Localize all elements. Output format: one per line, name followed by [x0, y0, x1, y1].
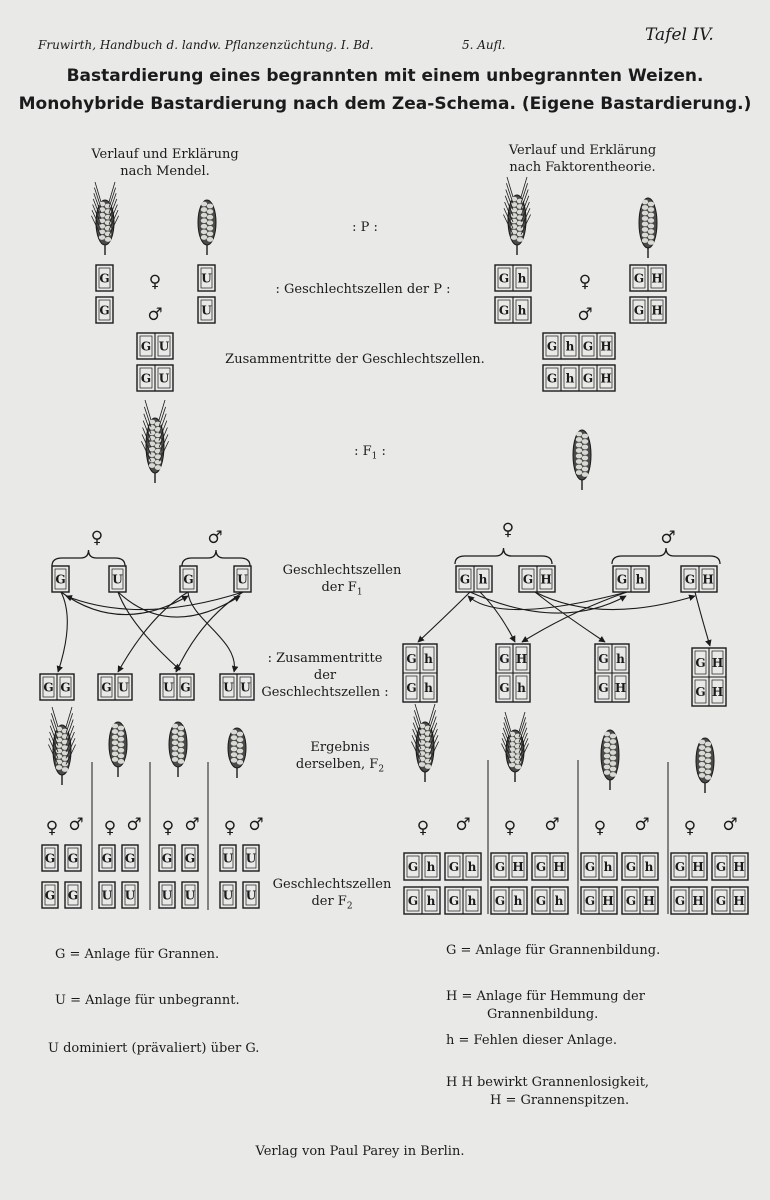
factor-letter: G: [598, 652, 609, 666]
brace-male: [182, 550, 250, 566]
arrow: [695, 592, 710, 646]
factor-letter: G: [406, 652, 417, 666]
factor-letter: G: [715, 860, 727, 874]
female-symbol-icon: ♀: [503, 818, 517, 838]
gamete-f1: [681, 566, 717, 592]
zygote-f2: [98, 674, 132, 700]
factor-letter: G: [180, 680, 191, 695]
factor-letter: G: [161, 851, 173, 866]
gamete-f2: [122, 845, 138, 871]
gamete-f2: [404, 853, 440, 880]
brace-female: [52, 550, 125, 566]
factor-letter: G: [499, 681, 510, 695]
factor-letter: U: [184, 888, 196, 903]
factor-letter: G: [183, 572, 194, 587]
arrow: [118, 592, 180, 670]
arrow: [66, 592, 243, 610]
factor-letter: h: [517, 303, 527, 318]
stage-union-label: Zusammentritte der Geschlechtszellen.: [225, 352, 485, 367]
gamete-f2: [622, 853, 658, 880]
gamete-f2: [99, 845, 115, 871]
zygote-box: [137, 333, 173, 359]
factor-letter: G: [99, 271, 110, 286]
zygote-f2: [160, 674, 194, 700]
gamete-f2: [404, 887, 440, 914]
legend-right-2: H = Anlage für Hemmung der: [446, 989, 645, 1004]
factor-letter: U: [118, 680, 129, 695]
female-symbol-icon: ♀: [45, 818, 59, 838]
stage-result-label: Ergebnis derselben, $F_2$: [295, 740, 385, 775]
male-symbol-icon: ♂: [660, 528, 676, 548]
citation: Fruwirth, Handbuch d. landw. Pflanzenzüchtung. I. Bd.: [38, 38, 374, 52]
legend-left-3: U dominiert (prävaliert) über G.: [48, 1041, 260, 1056]
factor-letter: G: [499, 652, 510, 666]
factor-letter: G: [494, 894, 506, 908]
factor-letter: H: [540, 572, 552, 587]
factor-letter: h: [644, 860, 654, 874]
female-symbol-icon: ♀: [501, 520, 515, 540]
factor-letter: U: [201, 303, 212, 318]
gamete-f2: [159, 882, 175, 908]
gamete-p-female: [198, 265, 215, 291]
arrow: [522, 592, 627, 642]
factor-letter: h: [513, 894, 523, 908]
factor-letter: h: [635, 572, 645, 587]
plate-number: Tafel IV.: [645, 25, 714, 45]
factor-letter: G: [625, 860, 637, 874]
arrow: [176, 592, 243, 672]
factor-letter: G: [407, 894, 419, 908]
wheat-ear-f2-icon: [228, 728, 246, 778]
arrow: [118, 592, 188, 672]
factor-letter: G: [406, 681, 417, 695]
arrow: [118, 592, 240, 617]
factor-letter: G: [684, 572, 696, 587]
zygote-box: [543, 365, 615, 391]
factor-letter: H: [692, 894, 704, 908]
factor-letter: G: [140, 371, 152, 386]
factor-letter: G: [584, 860, 596, 874]
gamete-p-male: [630, 297, 666, 323]
gamete-p-female: [630, 265, 666, 291]
factor-letter: H: [711, 685, 724, 699]
factor-letter: G: [407, 860, 419, 874]
factor-letter: G: [124, 851, 136, 866]
factor-letter: G: [535, 860, 547, 874]
factor-letter: H: [733, 894, 745, 908]
factor-letter: U: [112, 572, 123, 587]
wheat-ear-f1-icon: [573, 430, 591, 490]
factor-letter: H: [515, 652, 528, 666]
gamete-f2: [65, 882, 81, 908]
factor-letter: U: [245, 851, 257, 866]
factor-letter: h: [424, 652, 433, 666]
wheat-ear-awnless-icon: [639, 198, 657, 258]
gamete-f2: [445, 887, 481, 914]
factor-letter: G: [498, 271, 510, 286]
factor-letter: U: [163, 680, 174, 695]
female-symbol-icon: ♀: [683, 818, 697, 838]
male-symbol-icon: ♂: [207, 528, 223, 548]
legend-right-1: G = Anlage für Grannenbildung.: [446, 943, 661, 958]
factor-letter: H: [553, 860, 565, 874]
male-symbol-icon: ♂: [455, 815, 471, 835]
factor-letter: G: [695, 685, 706, 699]
gamete-f2: [99, 882, 115, 908]
arrow: [58, 592, 67, 672]
stage-gametes-f1-label: Geschlechtszellen der $F_1$: [282, 563, 402, 598]
male-symbol-icon: ♂: [722, 815, 738, 835]
factor-letter: h: [478, 572, 488, 587]
factor-letter: G: [140, 339, 152, 354]
factor-letter: U: [240, 680, 251, 695]
factor-letter: G: [546, 371, 558, 386]
factor-letter: U: [223, 680, 234, 695]
legend-right-6: H = Grannenspitzen.: [490, 1093, 630, 1108]
stage-gametes-p-label: : Geschlechtszellen der P :: [275, 282, 451, 297]
factor-letter: G: [695, 656, 706, 670]
male-symbol-icon: ♂: [184, 815, 200, 835]
wheat-ear-awnless-icon: [198, 200, 216, 255]
gamete-f2: [220, 845, 236, 871]
factor-letter: H: [600, 339, 612, 354]
factor-letter: U: [158, 339, 170, 354]
gamete-f2: [243, 845, 259, 871]
factor-letter: G: [598, 681, 609, 695]
factor-letter: h: [616, 652, 625, 666]
publisher-footer: Verlag von Paul Parey in Berlin.: [255, 1144, 465, 1159]
factor-letter: h: [467, 894, 477, 908]
gamete-p-male: [198, 297, 215, 323]
zygote-f2: [496, 644, 530, 702]
female-symbol-icon: ♀: [148, 272, 162, 292]
factor-letter: G: [582, 339, 594, 354]
wheat-ear-awned-icon: [91, 182, 118, 255]
factor-letter: h: [554, 894, 564, 908]
gamete-f2: [65, 845, 81, 871]
gamete-f1: [519, 566, 555, 592]
zygote-f2: [403, 644, 437, 702]
wheat-ear-f2-icon: [411, 704, 438, 782]
gamete-f2: [42, 882, 58, 908]
male-symbol-icon: ♂: [577, 305, 593, 325]
gamete-f2: [159, 845, 175, 871]
edition: 5. Aufl.: [462, 38, 506, 52]
gamete-f1: [456, 566, 492, 592]
factor-letter: H: [600, 371, 612, 386]
wheat-ear-f2-icon: [501, 712, 528, 782]
gamete-f2: [243, 882, 259, 908]
gamete-p-male: [96, 297, 113, 323]
factor-letter: H: [711, 656, 724, 670]
male-symbol-icon: ♂: [126, 815, 142, 835]
female-symbol-icon: ♀: [90, 528, 104, 548]
female-symbol-icon: ♀: [161, 818, 175, 838]
factor-letter: H: [733, 860, 745, 874]
male-symbol-icon: ♂: [634, 815, 650, 835]
factor-letter: U: [222, 888, 234, 903]
zygote-box: [137, 365, 173, 391]
legend-left-1: G = Anlage für Grannen.: [55, 947, 220, 962]
factor-letter: G: [625, 894, 637, 908]
gamete-f2: [491, 887, 527, 914]
factor-letter: G: [674, 860, 686, 874]
female-symbol-icon: ♀: [578, 272, 592, 292]
factor-letter: U: [237, 572, 248, 587]
page-subtitle: Monohybride Bastardierung nach dem Zea-Schema. (Eigene Bastardierung.): [18, 94, 752, 114]
factor-letter: H: [651, 303, 663, 318]
zygote-f2: [692, 648, 726, 706]
male-symbol-icon: ♂: [544, 815, 560, 835]
factor-letter: G: [55, 572, 66, 587]
male-symbol-icon: ♂: [147, 305, 163, 325]
factor-letter: G: [448, 894, 460, 908]
factor-letter: G: [101, 851, 113, 866]
arrow: [61, 592, 188, 615]
female-symbol-icon: ♀: [103, 818, 117, 838]
gamete-f2: [532, 853, 568, 880]
gamete-f2: [220, 882, 236, 908]
gamete-f2: [122, 882, 138, 908]
legend-right-5: H H bewirkt Grannenlosigkeit,: [446, 1075, 650, 1090]
factor-letter: H: [602, 894, 614, 908]
brace-female: [455, 548, 552, 564]
factor-letter: U: [161, 888, 173, 903]
zygote-f2: [40, 674, 74, 700]
factor-letter: G: [99, 303, 110, 318]
factor-letter: G: [459, 572, 471, 587]
factor-letter: G: [498, 303, 510, 318]
factor-letter: h: [424, 681, 433, 695]
zygote-f2: [595, 644, 629, 702]
factor-letter: G: [535, 894, 547, 908]
wheat-ear-awned-icon: [503, 177, 530, 255]
brace-male: [612, 548, 720, 564]
wheat-ear-f1-icon: [141, 400, 168, 483]
factor-letter: h: [467, 860, 477, 874]
factor-letter: h: [565, 371, 575, 386]
wheat-ear-f2-icon: [169, 722, 187, 777]
gamete-f2: [182, 845, 198, 871]
factor-letter: h: [565, 339, 575, 354]
factor-letter: H: [614, 681, 627, 695]
female-symbol-icon: ♀: [593, 818, 607, 838]
gamete-p-female: [96, 265, 113, 291]
gamete-f2: [671, 887, 707, 914]
gamete-f2: [671, 853, 707, 880]
stage-union-f1-label: : Zusammentritte der Geschlechtszellen :: [261, 651, 389, 700]
female-symbol-icon: ♀: [223, 818, 237, 838]
factor-letter: G: [584, 894, 596, 908]
factor-letter: H: [643, 894, 655, 908]
factor-letter: G: [522, 572, 534, 587]
legend-right-4: h = Fehlen dieser Anlage.: [446, 1033, 617, 1048]
factor-letter: H: [702, 572, 714, 587]
gamete-p-male: [495, 297, 531, 323]
factor-letter: H: [692, 860, 704, 874]
stage-gametes-f2-label: Geschlechtszellen der $F_2$: [272, 877, 392, 912]
factor-letter: G: [616, 572, 628, 587]
factor-letter: G: [448, 860, 460, 874]
factor-letter: H: [512, 860, 524, 874]
factor-letter: h: [426, 860, 436, 874]
right-column-heading: Verlauf und Erklärung nach Faktorentheorie.: [508, 143, 657, 175]
page-title: Bastardierung eines begrannten mit einem unbegrannten Weizen.: [66, 66, 704, 86]
factor-letter: G: [44, 888, 56, 903]
factor-letter: G: [582, 371, 594, 386]
stage-f1-label: : $F_1$ :: [354, 444, 386, 462]
legend-right-3: Grannenbildung.: [487, 1007, 599, 1022]
male-symbol-icon: ♂: [248, 815, 264, 835]
factor-letter: G: [44, 851, 56, 866]
left-column-heading: Verlauf und Erklärung nach Mendel.: [91, 147, 239, 179]
wheat-ear-f2-icon: [601, 730, 619, 790]
gamete-f1: [613, 566, 649, 592]
male-symbol-icon: ♂: [68, 815, 84, 835]
wheat-ear-f2-icon: [48, 707, 75, 785]
factor-letter: U: [222, 851, 234, 866]
gamete-f1: [52, 566, 69, 592]
factor-letter: G: [184, 851, 196, 866]
zygote-box: [543, 333, 615, 359]
gamete-f2: [712, 887, 748, 914]
gamete-f2: [622, 887, 658, 914]
gamete-f2: [42, 845, 58, 871]
wheat-ear-f2-icon: [696, 738, 714, 793]
factor-letter: G: [60, 680, 71, 695]
factor-letter: U: [158, 371, 170, 386]
factor-letter: G: [674, 894, 686, 908]
factor-letter: G: [43, 680, 54, 695]
wheat-ear-f2-icon: [109, 722, 127, 777]
gamete-f1: [180, 566, 197, 592]
gamete-p-female: [495, 265, 531, 291]
factor-letter: H: [651, 271, 663, 286]
factor-letter: G: [715, 894, 727, 908]
factor-letter: U: [201, 271, 212, 286]
factor-letter: G: [633, 271, 645, 286]
gamete-f1: [234, 566, 251, 592]
legend-left-2: U = Anlage für unbegrannt.: [55, 993, 240, 1008]
factor-letter: G: [67, 888, 79, 903]
factor-letter: h: [426, 894, 436, 908]
factor-letter: G: [494, 860, 506, 874]
zygote-f2: [220, 674, 254, 700]
gamete-f2: [581, 853, 617, 880]
gamete-f2: [182, 882, 198, 908]
gamete-f2: [445, 853, 481, 880]
gamete-f2: [532, 887, 568, 914]
factor-letter: G: [67, 851, 79, 866]
gamete-f2: [491, 853, 527, 880]
female-symbol-icon: ♀: [416, 818, 430, 838]
gamete-f2: [712, 853, 748, 880]
arrow: [480, 592, 515, 642]
arrow: [418, 592, 470, 642]
factor-letter: h: [603, 860, 613, 874]
factor-letter: G: [546, 339, 558, 354]
factor-letter: h: [517, 681, 526, 695]
gamete-f2: [581, 887, 617, 914]
factor-letter: h: [517, 271, 527, 286]
factor-letter: U: [245, 888, 257, 903]
factor-letter: G: [101, 680, 112, 695]
factor-letter: G: [633, 303, 645, 318]
factor-letter: U: [101, 888, 113, 903]
gamete-f1: [109, 566, 126, 592]
stage-p-label: : P :: [352, 220, 378, 235]
factor-letter: U: [124, 888, 136, 903]
